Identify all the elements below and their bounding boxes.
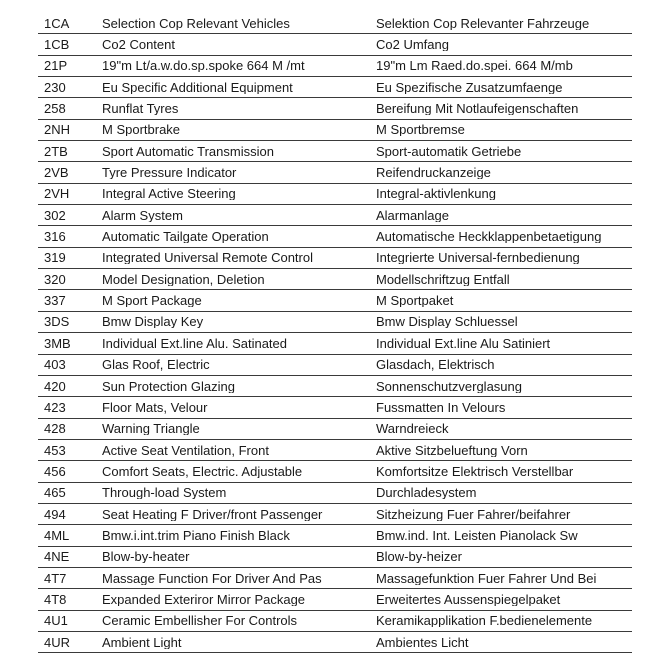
option-code: 2VH xyxy=(44,187,70,201)
table-row xyxy=(38,440,632,461)
table-row xyxy=(38,312,632,333)
table-row xyxy=(38,483,632,504)
option-description-german: Individual Ext.line Alu Satiniert xyxy=(376,336,551,350)
option-description-german: Reifendruckanzeige xyxy=(376,166,491,180)
option-description-english: M Sportbrake xyxy=(102,123,181,137)
option-description-german: Sitzheizung Fuer Fahrer/beifahrer xyxy=(376,507,571,521)
table-row xyxy=(38,248,632,269)
option-description-german: Glasdach, Elektrisch xyxy=(376,358,495,372)
option-description-german: Warndreieck xyxy=(376,422,449,436)
option-code: 3DS xyxy=(44,315,70,329)
option-description-english: Bmw.i.int.trim Piano Finish Black xyxy=(102,528,290,542)
table-row xyxy=(38,269,632,290)
option-description-german: Ambientes Licht xyxy=(376,635,469,649)
table-row xyxy=(38,13,632,34)
option-description-german: Keramikapplikation F.bedienelemente xyxy=(376,614,593,628)
option-code: 337 xyxy=(44,294,66,308)
option-description-german: Bereifung Mit Notlaufeigenschaften xyxy=(376,102,579,116)
option-description-english: Model Designation, Deletion xyxy=(102,272,265,286)
option-code: 456 xyxy=(44,464,66,478)
table-row xyxy=(38,632,632,653)
option-description-english: Active Seat Ventilation, Front xyxy=(102,443,269,457)
option-code: 4UR xyxy=(44,635,71,649)
option-code: 494 xyxy=(44,507,66,521)
option-description-english: Ceramic Embellisher For Controls xyxy=(102,614,298,628)
table-row xyxy=(38,525,632,546)
option-description-german: Bmw.ind. Int. Leisten Pianolack Sw xyxy=(376,528,578,542)
option-description-english: Seat Heating F Driver/front Passenger xyxy=(102,507,323,521)
table-row xyxy=(38,461,632,482)
option-code: 319 xyxy=(44,251,66,265)
option-description-german: Blow-by-heizer xyxy=(376,550,462,564)
option-description-english: Alarm System xyxy=(102,208,183,222)
option-description-english: Expanded Exteriror Mirror Package xyxy=(102,592,306,606)
option-code: 258 xyxy=(44,102,66,116)
option-description-german: Bmw Display Schluessel xyxy=(376,315,518,329)
option-description-german: Modellschriftzug Entfall xyxy=(376,272,510,286)
option-description-german: 19"m Lm Raed.do.spei. 664 M/mb xyxy=(376,59,573,73)
option-code: 4ML xyxy=(44,528,70,542)
table-row xyxy=(38,162,632,183)
option-description-english: Blow-by-heater xyxy=(102,550,190,564)
option-description-german: M Sportpaket xyxy=(376,294,454,308)
option-code: 316 xyxy=(44,230,66,244)
option-description-german: Durchladesystem xyxy=(376,486,477,500)
option-description-german: M Sportbremse xyxy=(376,123,465,137)
option-description-english: Eu Specific Additional Equipment xyxy=(102,80,293,94)
option-description-english: Through-load System xyxy=(102,486,227,500)
option-description-english: Runflat Tyres xyxy=(102,102,179,116)
option-code: 453 xyxy=(44,443,66,457)
option-code: 3MB xyxy=(44,336,71,350)
option-description-english: Integral Active Steering xyxy=(102,187,236,201)
option-code: 420 xyxy=(44,379,66,393)
option-code: 403 xyxy=(44,358,66,372)
table-row xyxy=(38,141,632,162)
options-table xyxy=(38,13,632,653)
table-row xyxy=(38,205,632,226)
option-description-english: Selection Cop Relevant Vehicles xyxy=(102,16,290,30)
option-description-english: Tyre Pressure Indicator xyxy=(102,166,237,180)
option-description-english: Integrated Universal Remote Control xyxy=(102,251,313,265)
option-description-english: Comfort Seats, Electric. Adjustable xyxy=(102,464,303,478)
table-row xyxy=(38,120,632,141)
option-code: 302 xyxy=(44,208,66,222)
option-code: 2TB xyxy=(44,144,68,158)
option-description-english: 19"m Lt/a.w.do.sp.spoke 664 M /mt xyxy=(102,59,305,73)
option-description-german: Co2 Umfang xyxy=(376,38,449,52)
table-row xyxy=(38,290,632,311)
option-description-english: Individual Ext.line Alu. Satinated xyxy=(102,336,288,350)
option-description-english: M Sport Package xyxy=(102,294,202,308)
option-description-german: Integral-aktivlenkung xyxy=(376,187,496,201)
table-row xyxy=(38,184,632,205)
option-description-german: Aktive Sitzbelueftung Vorn xyxy=(376,443,528,457)
table-row xyxy=(38,568,632,589)
option-code: 4T7 xyxy=(44,571,67,585)
option-description-english: Automatic Tailgate Operation xyxy=(102,230,269,244)
option-code: 423 xyxy=(44,400,66,414)
table-row xyxy=(38,419,632,440)
option-code: 320 xyxy=(44,272,66,286)
option-description-english: Glas Roof, Electric xyxy=(102,358,210,372)
option-description-german: Sonnenschutzverglasung xyxy=(376,379,522,393)
table-row xyxy=(38,355,632,376)
option-code: 465 xyxy=(44,486,66,500)
option-description-german: Selektion Cop Relevanter Fahrzeuge xyxy=(376,16,590,30)
option-description-german: Erweitertes Aussenspiegelpaket xyxy=(376,592,561,606)
option-description-german: Massagefunktion Fuer Fahrer Und Bei xyxy=(376,571,597,585)
option-code: 4U1 xyxy=(44,614,68,628)
table-row xyxy=(38,226,632,247)
option-code: 230 xyxy=(44,80,66,94)
table-row xyxy=(38,611,632,632)
option-description-german: Automatische Heckklappenbetaetigung xyxy=(376,230,602,244)
option-code: 428 xyxy=(44,422,66,436)
option-code: 4NE xyxy=(44,550,70,564)
option-description-german: Eu Spezifische Zusatzumfaenge xyxy=(376,80,563,94)
table-row xyxy=(38,589,632,610)
option-description-english: Sport Automatic Transmission xyxy=(102,144,274,158)
option-description-english: Co2 Content xyxy=(102,38,175,52)
option-code: 2VB xyxy=(44,166,69,180)
option-description-german: Sport-automatik Getriebe xyxy=(376,144,522,158)
option-description-english: Sun Protection Glazing xyxy=(102,379,235,393)
option-description-german: Fussmatten In Velours xyxy=(376,400,506,414)
option-code: 2NH xyxy=(44,123,71,137)
option-description-german: Alarmanlage xyxy=(376,208,449,222)
option-code: 4T8 xyxy=(44,592,67,606)
table-row xyxy=(38,34,632,55)
option-description-german: Integrierte Universal-fernbedienung xyxy=(376,251,580,265)
table-row xyxy=(38,77,632,98)
option-code: 1CB xyxy=(44,38,70,52)
option-description-english: Massage Function For Driver And Pas xyxy=(102,571,322,585)
option-description-english: Bmw Display Key xyxy=(102,315,204,329)
option-description-english: Ambient Light xyxy=(102,635,182,649)
table-row xyxy=(38,56,632,77)
table-row xyxy=(38,547,632,568)
option-code: 1CA xyxy=(44,16,70,30)
option-code: 21P xyxy=(44,59,68,73)
table-row xyxy=(38,333,632,354)
option-description-english: Warning Triangle xyxy=(102,422,200,436)
table-row xyxy=(38,504,632,525)
option-description-german: Komfortsitze Elektrisch Verstellbar xyxy=(376,464,574,478)
table-row xyxy=(38,98,632,119)
option-description-english: Floor Mats, Velour xyxy=(102,400,208,414)
table-row xyxy=(38,376,632,397)
table-row xyxy=(38,397,632,418)
